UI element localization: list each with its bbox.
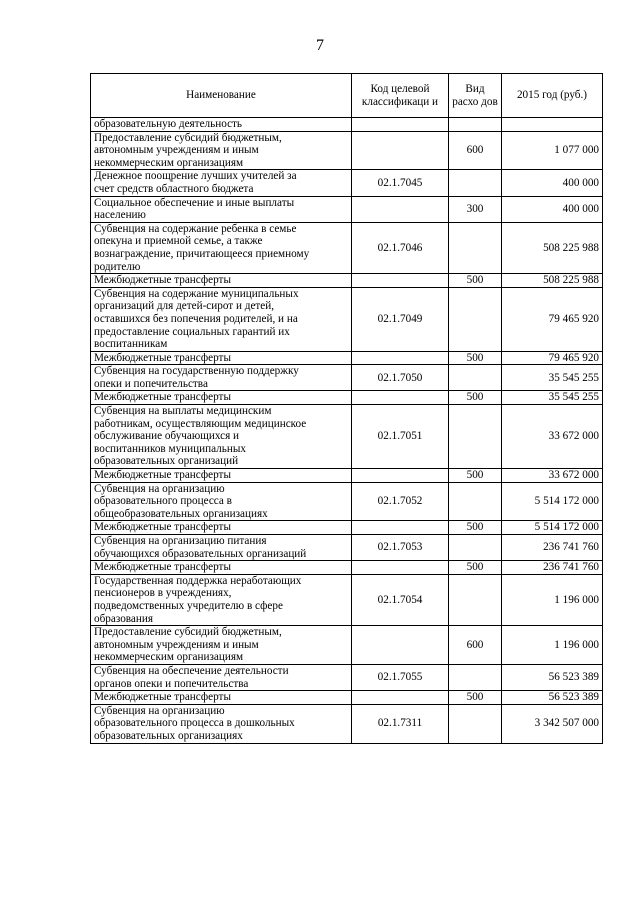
row-amount-cell	[502, 118, 603, 132]
row-name-line: образовательных организаций	[94, 455, 239, 468]
row-name-cell	[91, 469, 352, 483]
table-row	[91, 351, 603, 365]
table-row	[91, 704, 603, 743]
row-code-cell	[352, 691, 449, 705]
row-kind-cell	[449, 365, 502, 391]
row-code-cell: 02.1.7052	[352, 482, 449, 521]
row-name-line: Субвенция на обеспечение деятельности	[94, 664, 289, 677]
table-row	[91, 118, 603, 132]
row-kind-cell: 500	[449, 351, 502, 365]
table-row	[91, 574, 603, 625]
row-amount-cell: 236 741 760	[502, 535, 603, 561]
row-name-line: образовательного процесса в	[94, 495, 232, 508]
row-name-line: образовательных организациях	[94, 729, 243, 742]
row-amount-cell: 5 514 172 000	[502, 482, 603, 521]
row-name-line: родителю	[94, 260, 141, 273]
row-name-line: счет средств областного бюджета	[94, 182, 254, 195]
row-kind-cell	[449, 574, 502, 625]
row-code-cell: 02.1.7051	[352, 405, 449, 469]
row-kind-cell: 500	[449, 561, 502, 575]
page-number: 7	[316, 37, 324, 54]
row-name-line: образования	[94, 612, 154, 625]
row-amount-cell: 508 225 988	[502, 222, 603, 273]
row-code-cell	[352, 626, 449, 665]
table-row	[91, 131, 603, 170]
row-name-line: пенсионеров в учреждениях,	[94, 587, 232, 600]
row-kind-cell: 500	[449, 469, 502, 483]
table-row	[91, 287, 603, 351]
row-name-line: Предоставление субсидий бюджетным,	[94, 626, 282, 639]
row-name-line: Субвенция на государственную поддержку	[94, 365, 299, 378]
row-name-line: Субвенция на организацию	[94, 482, 225, 495]
row-code-cell: 02.1.7055	[352, 664, 449, 690]
row-code-cell	[352, 118, 449, 132]
row-name-cell	[91, 691, 352, 705]
row-code-cell: 02.1.7046	[352, 222, 449, 273]
row-name-cell	[91, 131, 352, 170]
row-amount-cell: 508 225 988	[502, 274, 603, 288]
row-code-cell	[352, 196, 449, 222]
row-code-cell	[352, 561, 449, 575]
row-kind-cell	[449, 222, 502, 273]
row-kind-cell	[449, 664, 502, 690]
table-row	[91, 521, 603, 535]
row-code-cell	[352, 469, 449, 483]
row-code-cell: 02.1.7053	[352, 535, 449, 561]
row-name-line: обучающихся образовательных организаций	[94, 547, 307, 560]
row-name-line: Межбюджетные трансферты	[94, 521, 231, 534]
table-row	[91, 365, 603, 391]
row-amount-cell: 400 000	[502, 170, 603, 196]
row-name-line: автономным учреждениям и иным	[94, 144, 259, 157]
table-row	[91, 469, 603, 483]
row-name-cell	[91, 521, 352, 535]
row-kind-cell: 600	[449, 131, 502, 170]
row-amount-cell: 35 545 255	[502, 391, 603, 405]
row-name-line: Социальное обеспечение и иные выплаты	[94, 196, 295, 209]
header-kind: Вид расхо дов	[449, 74, 502, 118]
row-name-line: Субвенция на организацию	[94, 704, 225, 717]
row-amount-cell: 33 672 000	[502, 469, 603, 483]
row-code-cell	[352, 131, 449, 170]
row-kind-cell: 500	[449, 274, 502, 288]
table-row	[91, 664, 603, 690]
budget-table	[90, 73, 603, 744]
row-name-line: автономным учреждениям и иным	[94, 638, 259, 651]
table-body	[91, 118, 603, 744]
row-name-cell	[91, 365, 352, 391]
row-amount-cell: 1 196 000	[502, 574, 603, 625]
table-row	[91, 626, 603, 665]
row-name-cell	[91, 351, 352, 365]
row-name-cell	[91, 574, 352, 625]
row-name-line: воспитанников муниципальных	[94, 442, 246, 455]
row-code-cell	[352, 274, 449, 288]
row-name-line: опекуна и приемной семье, а также	[94, 235, 263, 248]
row-name-cell	[91, 704, 352, 743]
row-name-line: населению	[94, 209, 146, 222]
row-amount-cell: 1 077 000	[502, 131, 603, 170]
row-name-line: органов опеки и попечительства	[94, 677, 249, 690]
row-name-cell	[91, 482, 352, 521]
row-code-cell	[352, 351, 449, 365]
row-name-cell	[91, 287, 352, 351]
row-kind-cell	[449, 170, 502, 196]
row-name-line: некоммерческим организациям	[94, 651, 244, 664]
row-name-line: Межбюджетные трансферты	[94, 391, 231, 404]
table-row	[91, 535, 603, 561]
table-row	[91, 196, 603, 222]
row-kind-cell	[449, 405, 502, 469]
row-name-line: опеки и попечительства	[94, 377, 208, 390]
row-name-line: некоммерческим организациям	[94, 156, 244, 169]
row-name-cell	[91, 118, 352, 132]
header-name: Наименование	[91, 74, 352, 118]
row-code-cell: 02.1.7049	[352, 287, 449, 351]
row-name-cell	[91, 535, 352, 561]
row-name-line: Межбюджетные трансферты	[94, 469, 231, 482]
table-row	[91, 691, 603, 705]
row-kind-cell	[449, 287, 502, 351]
row-name-line: Субвенция на организацию питания	[94, 535, 267, 547]
row-amount-cell: 35 545 255	[502, 365, 603, 391]
row-code-cell: 02.1.7311	[352, 704, 449, 743]
row-name-cell	[91, 170, 352, 196]
row-code-cell	[352, 391, 449, 405]
row-name-cell	[91, 405, 352, 469]
row-name-cell	[91, 222, 352, 273]
row-name-cell	[91, 626, 352, 665]
row-code-cell: 02.1.7054	[352, 574, 449, 625]
row-name-line: подведомственных учредителю в сфере	[94, 599, 283, 612]
table-row	[91, 274, 603, 288]
row-amount-cell: 33 672 000	[502, 405, 603, 469]
table-row	[91, 170, 603, 196]
row-name-line: Межбюджетные трансферты	[94, 274, 231, 287]
row-name-line: оставшихся без попечения родителей, и на	[94, 312, 298, 325]
row-name-cell	[91, 391, 352, 405]
row-name-cell	[91, 664, 352, 690]
row-name-line: Субвенция на выплаты медицинским	[94, 405, 272, 418]
row-code-cell: 02.1.7050	[352, 365, 449, 391]
row-kind-cell: 500	[449, 391, 502, 405]
table-row	[91, 391, 603, 405]
row-name-line: Субвенция на содержание ребенка в семье	[94, 222, 297, 235]
table-row	[91, 482, 603, 521]
row-amount-cell: 56 523 389	[502, 664, 603, 690]
row-name-line: общеобразовательных организациях	[94, 507, 268, 520]
row-name-line: вознаграждение, причитающееся приемному	[94, 247, 310, 260]
row-name-line: Денежное поощрение лучших учителей за	[94, 170, 297, 183]
row-kind-cell	[449, 118, 502, 132]
row-amount-cell: 1 196 000	[502, 626, 603, 665]
row-kind-cell: 500	[449, 521, 502, 535]
table-row	[91, 561, 603, 575]
row-name-line: образовательную деятельность	[94, 118, 243, 130]
row-name-line: Межбюджетные трансферты	[94, 351, 231, 364]
row-kind-cell	[449, 482, 502, 521]
row-kind-cell: 300	[449, 196, 502, 222]
row-name-line: Межбюджетные трансферты	[94, 561, 231, 574]
row-kind-cell	[449, 535, 502, 561]
table-row	[91, 405, 603, 469]
row-amount-cell: 56 523 389	[502, 691, 603, 705]
row-name-line: организаций для детей-сирот и детей,	[94, 300, 275, 313]
row-name-line: Межбюджетные трансферты	[94, 691, 231, 704]
row-name-line: Предоставление субсидий бюджетным,	[94, 131, 282, 144]
row-code-cell: 02.1.7045	[352, 170, 449, 196]
row-amount-cell: 5 514 172 000	[502, 521, 603, 535]
header-code: Код целевой классификаци и	[352, 74, 449, 118]
row-name-cell	[91, 274, 352, 288]
table-row	[91, 222, 603, 273]
row-name-line: предоставление социальных гарантий их	[94, 325, 290, 338]
row-name-line: образовательного процесса в дошкольных	[94, 717, 295, 730]
row-name-line: воспитанникам	[94, 338, 168, 351]
row-kind-cell: 500	[449, 691, 502, 705]
row-amount-cell: 79 465 920	[502, 287, 603, 351]
row-name-line: Субвенция на содержание муниципальных	[94, 287, 299, 300]
header-amount: 2015 год (руб.)	[502, 74, 603, 118]
row-amount-cell: 400 000	[502, 196, 603, 222]
row-amount-cell: 3 342 507 000	[502, 704, 603, 743]
row-code-cell	[352, 521, 449, 535]
row-name-cell	[91, 196, 352, 222]
row-name-cell	[91, 561, 352, 575]
row-name-line: обслуживание обучающихся и	[94, 430, 240, 443]
row-amount-cell: 79 465 920	[502, 351, 603, 365]
row-kind-cell	[449, 704, 502, 743]
table-header-row	[91, 74, 603, 118]
row-amount-cell: 236 741 760	[502, 561, 603, 575]
row-kind-cell: 600	[449, 626, 502, 665]
row-name-line: Государственная поддержка неработающих	[94, 574, 302, 587]
row-name-line: работникам, осуществляющим медицинское	[94, 417, 307, 430]
